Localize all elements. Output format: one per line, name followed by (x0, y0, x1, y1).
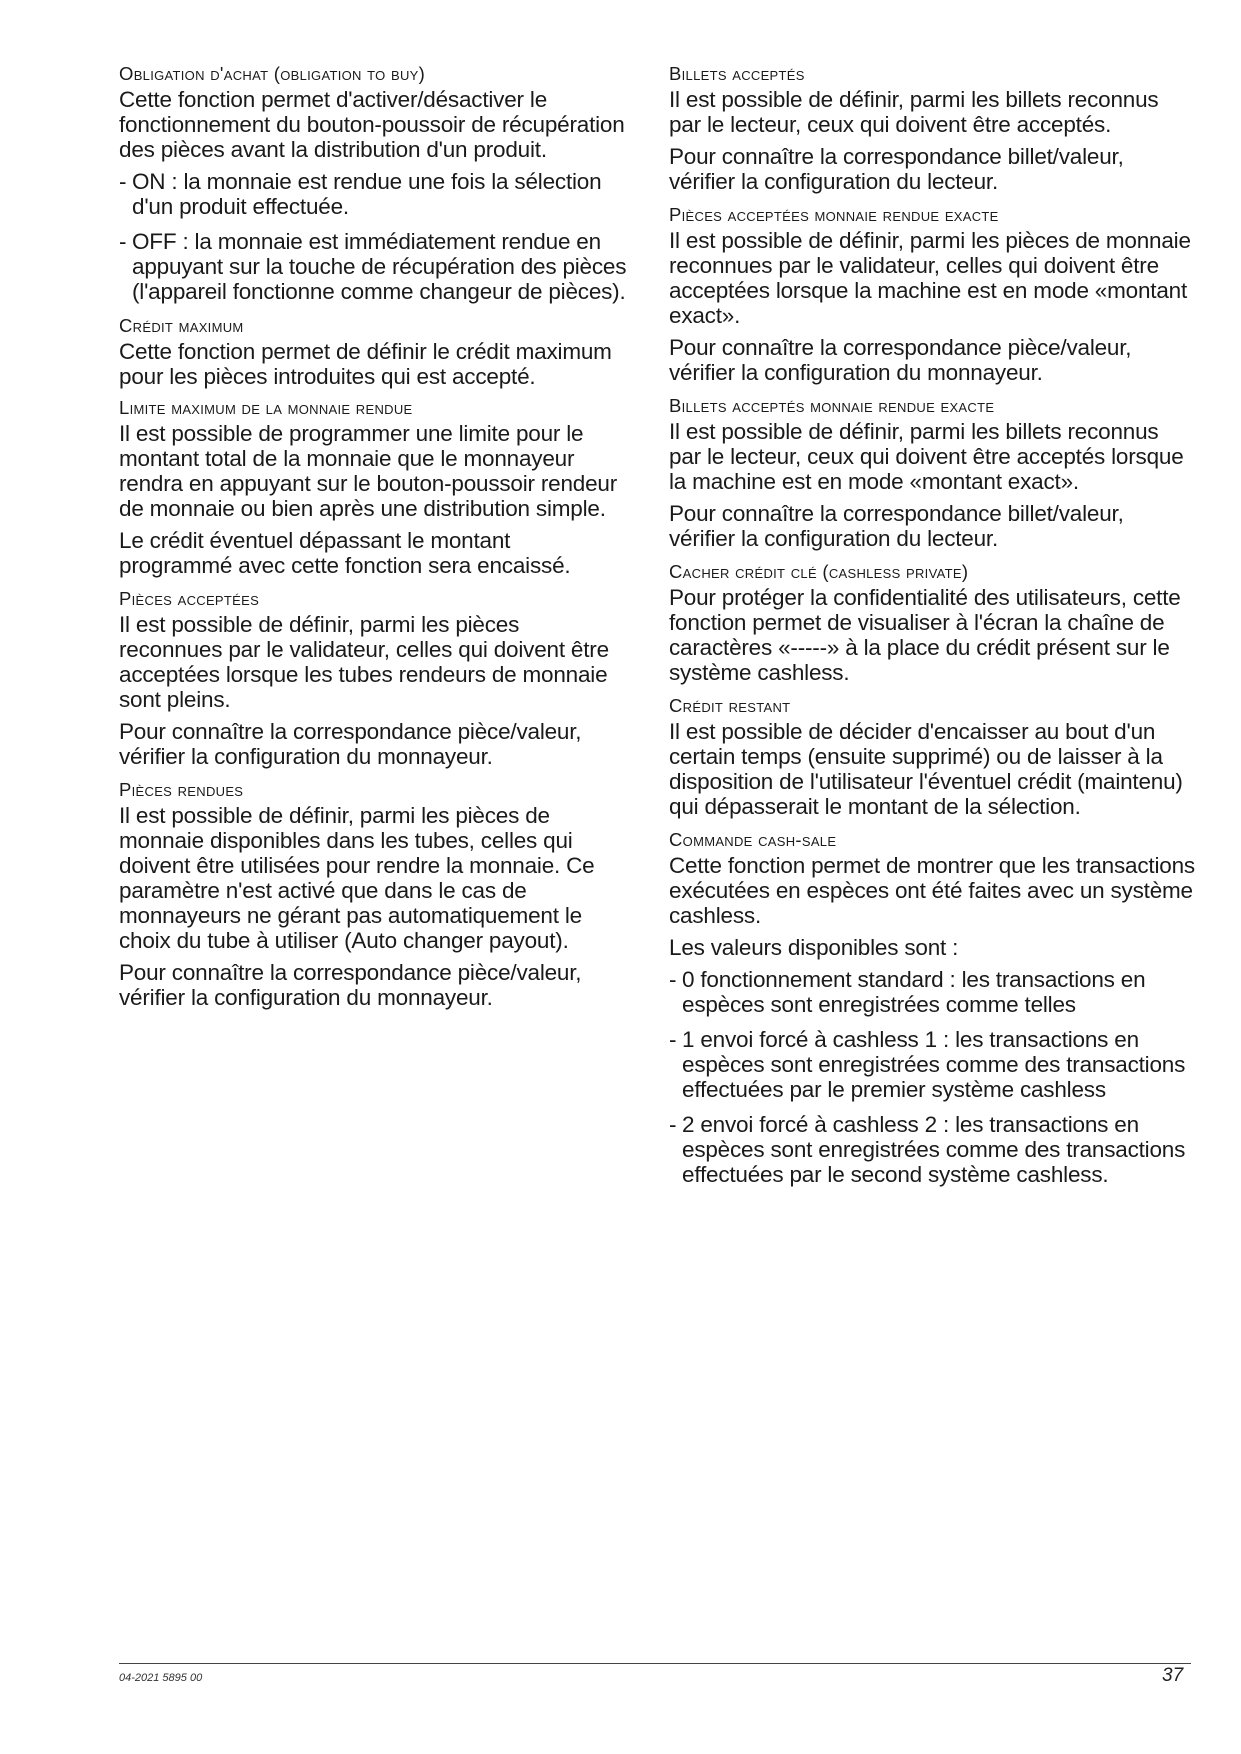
section-pieces-rendues (119, 778, 627, 1010)
section-limite-monnaie (119, 396, 627, 578)
section-pieces-monnaie-exacte (669, 203, 1195, 385)
section-heading: Obligation d'achat (obligation to buy) (119, 63, 426, 84)
paragraph: Les valeurs disponibles sont : (669, 935, 959, 960)
paragraph: Il est possible de programmer une limite pour le montant total de la monnaie que le monnayeur rendra en appuyant sur le bouton-poussoir rendeur de monnaie ou bien après une distribution simple. (119, 421, 618, 521)
paragraph: Pour connaître la correspondance pièce/valeur, vérifier la configuration du monnayeur. (669, 335, 1132, 385)
document-reference: 04-2021 5895 00 (119, 1672, 203, 1684)
paragraph: Cette fonction permet de montrer que les transactions exécutées en espèces ont été faites avec un système cashless. (669, 853, 1195, 928)
option-list (669, 967, 1195, 1187)
section-heading: Limite maximum de la monnaie rendue (119, 397, 413, 418)
list-item: - 2 envoi forcé à cashless 2 : les transactions en espèces sont enregistrées comme des transactions effectuées par le second système cashless. (669, 1112, 1195, 1187)
section-pieces-acceptees (119, 587, 627, 769)
section-heading: Billets acceptés (669, 63, 805, 84)
list-item: - 1 envoi forcé à cashless 1 : les transactions en espèces sont enregistrées comme des transactions effectuées par le premier système cashless (669, 1027, 1195, 1102)
paragraph: Il est possible de définir, parmi les pièces reconnues par le validateur, celles qui doivent être acceptées lorsque les tubes rendeurs de monnaie sont pleins. (119, 612, 609, 712)
right-column (669, 62, 1195, 1197)
footer-divider (119, 1663, 1191, 1664)
paragraph: Il est possible de définir, parmi les billets reconnus par le lecteur, ceux qui doivent être acceptés. (669, 87, 1159, 137)
section-billets-acceptes (669, 62, 1195, 194)
section-credit-maximum (119, 314, 627, 389)
paragraph: Pour connaître la correspondance pièce/valeur, vérifier la configuration du monnayeur. (119, 960, 582, 1010)
list-item: - OFF : la monnaie est immédiatement rendue en appuyant sur la touche de récupération des pièces (l'appareil fonctionne comme changeur de pièces). (119, 229, 627, 304)
section-heading: Crédit restant (669, 695, 791, 716)
section-credit-restant (669, 694, 1195, 819)
paragraph: Pour connaître la correspondance billet/valeur, vérifier la configuration du lecteur. (669, 144, 1124, 194)
section-heading: Pièces rendues (119, 779, 244, 800)
paragraph: Pour connaître la correspondance billet/valeur, vérifier la configuration du lecteur. (669, 501, 1124, 551)
paragraph: Il est possible de définir, parmi les pièces de monnaie disponibles dans les tubes, celles qui doivent être utilisées pour rendre la monnaie. Ce paramètre n'est activé que dans le cas de monnayeurs ne gérant pas automatiquement le choix du tube à utiliser (Auto changer payout). (119, 803, 595, 953)
page-number: 37 (1162, 1665, 1184, 1686)
section-heading: Billets acceptés monnaie rendue exacte (669, 395, 995, 416)
section-obligation-achat (119, 62, 627, 304)
section-heading: Pièces acceptées monnaie rendue exacte (669, 204, 999, 225)
option-list (119, 169, 627, 304)
paragraph: Il est possible de définir, parmi les pièces de monnaie reconnues par le validateur, celles qui doivent être acceptées lorsque la machine est en mode «montant exact». (669, 228, 1191, 328)
list-item: - ON : la monnaie est rendue une fois la sélection d'un produit effectuée. (119, 169, 627, 219)
section-commande-cash-sale (669, 828, 1195, 1187)
section-cacher-credit (669, 560, 1195, 685)
paragraph: Cette fonction permet d'activer/désactiver le fonctionnement du bouton-poussoir de récupération des pièces avant la distribution d'un produit. (119, 87, 625, 162)
section-heading: Crédit maximum (119, 315, 244, 336)
paragraph: Pour protéger la confidentialité des utilisateurs, cette fonction permet de visualiser à l'écran la chaîne de caractères «-----» à la place du crédit présent sur le système cashless. (669, 585, 1181, 685)
section-billets-monnaie-exacte (669, 394, 1195, 551)
section-heading: Cacher crédit clé (cashless private) (669, 561, 969, 582)
paragraph: Pour connaître la correspondance pièce/valeur, vérifier la configuration du monnayeur. (119, 719, 582, 769)
section-heading: Commande cash-sale (669, 829, 837, 850)
section-heading: Pièces acceptées (119, 588, 260, 609)
paragraph: Il est possible de décider d'encaisser au bout d'un certain temps (ensuite supprimé) ou de laisser à la disposition de l'utilisateur l'éventuel crédit (maintenu) qui dépasserait le montant de la sélection. (669, 719, 1183, 819)
left-column (119, 62, 627, 1019)
list-item: - 0 fonctionnement standard : les transactions en espèces sont enregistrées comme telles (669, 967, 1195, 1017)
paragraph: Il est possible de définir, parmi les billets reconnus par le lecteur, ceux qui doivent être acceptés lorsque la machine est en mode «montant exact». (669, 419, 1184, 494)
paragraph: Cette fonction permet de définir le crédit maximum pour les pièces introduites qui est accepté. (119, 339, 612, 389)
paragraph: Le crédit éventuel dépassant le montant programmé avec cette fonction sera encaissé. (119, 528, 571, 578)
